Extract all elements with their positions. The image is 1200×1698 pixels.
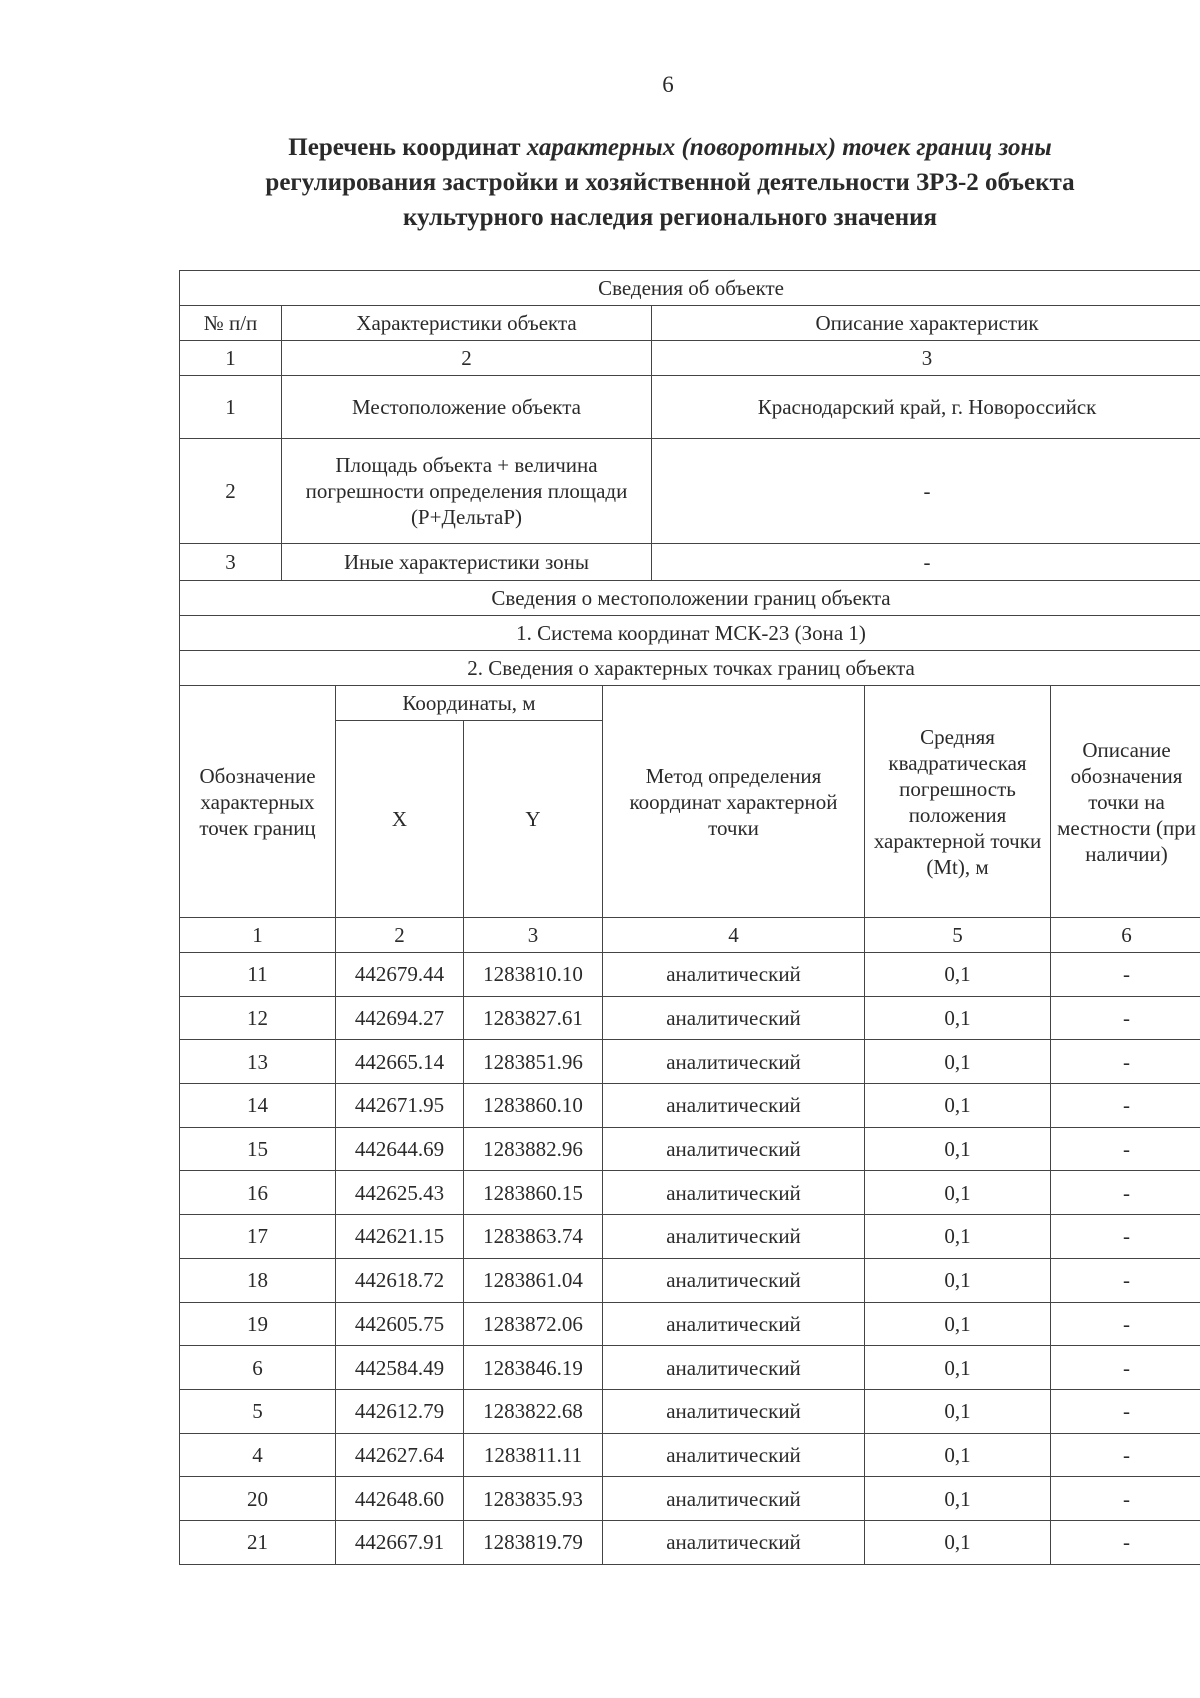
- point-id: 11: [180, 953, 336, 997]
- point-method: аналитический: [603, 1258, 865, 1302]
- object-row-description: -: [652, 544, 1200, 581]
- point-description: -: [1051, 1171, 1200, 1215]
- point-x: 442648.60: [336, 1477, 464, 1521]
- point-mt: 0,1: [865, 1127, 1051, 1171]
- point-x: 442694.27: [336, 996, 464, 1040]
- col-number-3: 3: [652, 341, 1200, 376]
- object-row: [180, 439, 1200, 544]
- point-id: 12: [180, 996, 336, 1040]
- point-id: 16: [180, 1171, 336, 1215]
- point-id: 13: [180, 1040, 336, 1084]
- point-x: 442625.43: [336, 1171, 464, 1215]
- point-x: 442605.75: [336, 1302, 464, 1346]
- point-row: [180, 1433, 1200, 1477]
- point-row: [180, 996, 1200, 1040]
- point-y: 1283863.74: [464, 1215, 603, 1259]
- point-description: -: [1051, 1346, 1200, 1390]
- point-id: 21: [180, 1520, 336, 1564]
- object-row-number: 2: [180, 439, 282, 544]
- point-x: 442627.64: [336, 1433, 464, 1477]
- point-mt: 0,1: [865, 1084, 1051, 1128]
- point-method: аналитический: [603, 1346, 865, 1390]
- object-row-number: 1: [180, 376, 282, 439]
- point-method: аналитический: [603, 1302, 865, 1346]
- point-method: аналитический: [603, 996, 865, 1040]
- object-row-characteristic: Иные характеристики зоны: [282, 544, 652, 581]
- point-id: 18: [180, 1258, 336, 1302]
- point-y: 1283811.11: [464, 1433, 603, 1477]
- point-row: [180, 1171, 1200, 1215]
- point-row: [180, 1520, 1200, 1564]
- point-row: [180, 1084, 1200, 1128]
- col-number-2: 2: [282, 341, 652, 376]
- title-line-2: регулирования застройки и хозяйственной деятельности ЗРЗ-2 объекта: [265, 169, 1075, 196]
- object-row-characteristic: Площадь объекта + величина погрешности определения площади (P+ДельтаР): [282, 439, 652, 544]
- point-id: 15: [180, 1127, 336, 1171]
- header-y: Y: [464, 721, 603, 918]
- point-row: [180, 953, 1200, 997]
- point-mt: 0,1: [865, 1346, 1051, 1390]
- point-description: -: [1051, 953, 1200, 997]
- page-number: 6: [662, 72, 674, 97]
- header-mt: Средняя квадратическая погрешность положения характерной точки (Mt), м: [865, 686, 1051, 918]
- point-method: аналитический: [603, 1215, 865, 1259]
- point-y: 1283835.93: [464, 1477, 603, 1521]
- point-description: -: [1051, 1215, 1200, 1259]
- point-x: 442667.91: [336, 1520, 464, 1564]
- points-table-body: [180, 953, 1200, 1565]
- point-x: 442584.49: [336, 1346, 464, 1390]
- point-method: аналитический: [603, 1433, 865, 1477]
- point-y: 1283860.15: [464, 1171, 603, 1215]
- point-method: аналитический: [603, 1127, 865, 1171]
- point-row: [180, 1346, 1200, 1390]
- object-row-number: 3: [180, 544, 282, 581]
- point-y: 1283810.10: [464, 953, 603, 997]
- point-x: 442612.79: [336, 1389, 464, 1433]
- col-number-6: 6: [1051, 918, 1200, 953]
- point-id: 14: [180, 1084, 336, 1128]
- point-y: 1283861.04: [464, 1258, 603, 1302]
- object-row-characteristic: Местоположение объекта: [282, 376, 652, 439]
- coord-system: 1. Система координат МСК-23 (Зона 1): [180, 616, 1200, 651]
- object-row-description: -: [652, 439, 1200, 544]
- point-id: 4: [180, 1433, 336, 1477]
- header-characteristics: Характеристики объекта: [282, 306, 652, 341]
- header-coordinates: Координаты, м: [336, 686, 603, 721]
- document-title: [170, 130, 1170, 235]
- point-mt: 0,1: [865, 1040, 1051, 1084]
- point-row: [180, 1258, 1200, 1302]
- point-method: аналитический: [603, 1520, 865, 1564]
- point-row: [180, 1215, 1200, 1259]
- header-point-description: Описание обозначения точки на местности (при наличии): [1051, 686, 1200, 918]
- point-mt: 0,1: [865, 1215, 1051, 1259]
- header-method: Метод определения координат характерной точки: [603, 686, 865, 918]
- header-x: X: [336, 721, 464, 918]
- title-line-3: культурного наследия регионального значения: [402, 204, 938, 231]
- point-method: аналитический: [603, 953, 865, 997]
- point-description: -: [1051, 1433, 1200, 1477]
- object-row: [180, 376, 1200, 439]
- point-description: -: [1051, 1389, 1200, 1433]
- point-description: -: [1051, 1477, 1200, 1521]
- col-number-1: 1: [180, 918, 336, 953]
- point-y: 1283827.61: [464, 996, 603, 1040]
- location-section-title: Сведения о местоположении границ объекта: [180, 581, 1200, 616]
- point-description: -: [1051, 996, 1200, 1040]
- point-y: 1283860.10: [464, 1084, 603, 1128]
- point-x: 442621.15: [336, 1215, 464, 1259]
- point-description: -: [1051, 1302, 1200, 1346]
- point-x: 442679.44: [336, 953, 464, 997]
- col-number-4: 4: [603, 918, 865, 953]
- col-number-5: 5: [865, 918, 1051, 953]
- point-id: 20: [180, 1477, 336, 1521]
- point-mt: 0,1: [865, 1171, 1051, 1215]
- point-y: 1283819.79: [464, 1520, 603, 1564]
- coordinates-table: [179, 270, 1200, 1565]
- point-mt: 0,1: [865, 996, 1051, 1040]
- points-section-title: 2. Сведения о характерных точках границ объекта: [180, 651, 1200, 686]
- point-id: 5: [180, 1389, 336, 1433]
- point-row: [180, 1127, 1200, 1171]
- point-mt: 0,1: [865, 1258, 1051, 1302]
- point-row: [180, 1302, 1200, 1346]
- point-y: 1283822.68: [464, 1389, 603, 1433]
- col-number-1: 1: [180, 341, 282, 376]
- point-y: 1283851.96: [464, 1040, 603, 1084]
- object-row: [180, 544, 1200, 581]
- point-id: 19: [180, 1302, 336, 1346]
- point-mt: 0,1: [865, 1389, 1051, 1433]
- point-description: -: [1051, 1127, 1200, 1171]
- point-id: 6: [180, 1346, 336, 1390]
- header-number: № п/п: [180, 306, 282, 341]
- point-x: 442618.72: [336, 1258, 464, 1302]
- point-x: 442644.69: [336, 1127, 464, 1171]
- header-description: Описание характеристик: [652, 306, 1200, 341]
- point-method: аналитический: [603, 1084, 865, 1128]
- point-description: -: [1051, 1084, 1200, 1128]
- point-mt: 0,1: [865, 1477, 1051, 1521]
- title-line-1: [170, 130, 1170, 165]
- object-info-section-title: Сведения об объекте: [180, 271, 1200, 306]
- point-x: 442671.95: [336, 1084, 464, 1128]
- point-y: 1283872.06: [464, 1302, 603, 1346]
- point-mt: 0,1: [865, 953, 1051, 997]
- point-description: -: [1051, 1040, 1200, 1084]
- col-number-2: 2: [336, 918, 464, 953]
- point-mt: 0,1: [865, 1302, 1051, 1346]
- point-method: аналитический: [603, 1389, 865, 1433]
- point-mt: 0,1: [865, 1520, 1051, 1564]
- point-row: [180, 1389, 1200, 1433]
- object-row-description: Краснодарский край, г. Новороссийск: [652, 376, 1200, 439]
- point-x: 442665.14: [336, 1040, 464, 1084]
- point-method: аналитический: [603, 1040, 865, 1084]
- point-row: [180, 1477, 1200, 1521]
- point-method: аналитический: [603, 1477, 865, 1521]
- point-mt: 0,1: [865, 1433, 1051, 1477]
- title-line-1-italic: характерных (поворотных) точек границ зоны: [526, 134, 1052, 161]
- point-row: [180, 1040, 1200, 1084]
- point-id: 17: [180, 1215, 336, 1259]
- col-number-3: 3: [464, 918, 603, 953]
- title-line-1-bold: Перечень координат: [288, 134, 521, 161]
- point-y: 1283882.96: [464, 1127, 603, 1171]
- header-point-designation: Обозначение характерных точек границ: [180, 686, 336, 918]
- point-method: аналитический: [603, 1171, 865, 1215]
- point-y: 1283846.19: [464, 1346, 603, 1390]
- point-description: -: [1051, 1258, 1200, 1302]
- point-description: -: [1051, 1520, 1200, 1564]
